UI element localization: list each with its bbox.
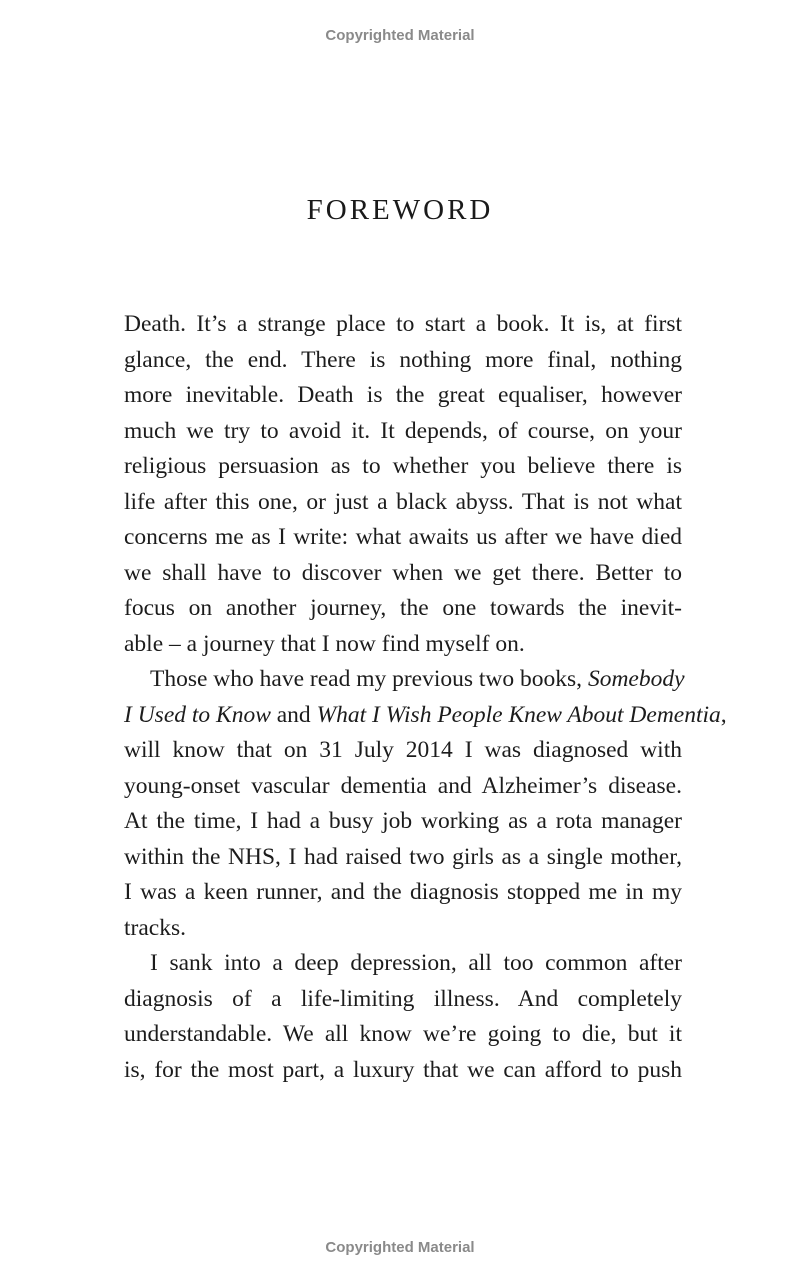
paragraph-2 bbox=[124, 662, 727, 946]
paragraph-3 bbox=[124, 946, 682, 1088]
text-run: , bbox=[720, 701, 727, 728]
text-line: we shall have to discover when we get there. Better to bbox=[124, 559, 682, 586]
text-line: focus on another journey, the one towards the inevit- bbox=[124, 595, 682, 621]
book-title-2: What I Wish People Knew About Dementia bbox=[316, 701, 721, 728]
text-line: religious persuasion as to whether you believe there is bbox=[124, 453, 682, 479]
text-line: understandable. We all know we’re going to die, but it bbox=[124, 1021, 682, 1047]
text-line: diagnosis of a life-limiting illness. And completely bbox=[124, 985, 682, 1012]
copyright-watermark-top: Copyrighted Material bbox=[325, 27, 475, 44]
text-line: more inevitable. Death is the great equaliser, however bbox=[124, 382, 682, 408]
text-line: within the NHS, I had raised two girls as a single mother, bbox=[124, 843, 682, 870]
text-line: tracks. bbox=[124, 914, 186, 941]
chapter-title: FOREWORD bbox=[306, 194, 494, 226]
text-line: is, for the most part, a luxury that we can afford to push bbox=[124, 1056, 682, 1083]
text-line: life after this one, or just a black abyss. That is not what bbox=[124, 488, 682, 515]
paragraph-1 bbox=[124, 307, 682, 662]
text-line bbox=[124, 698, 727, 734]
text-line: I was a keen runner, and the diagnosis stopped me in my bbox=[124, 879, 682, 905]
text-run: and bbox=[270, 701, 317, 728]
text-run: Those who have read my previous two books, bbox=[150, 666, 588, 692]
text-line: able – a journey that I now find myself on. bbox=[124, 630, 525, 657]
text-line: glance, the end. There is nothing more final, nothing bbox=[124, 346, 682, 373]
text-line: I sank into a deep depression, all too common after bbox=[150, 950, 682, 976]
text-line bbox=[124, 662, 685, 698]
text-line: concerns me as I write: what awaits us after we have died bbox=[124, 524, 682, 550]
text-line: much we try to avoid it. It depends, of course, on your bbox=[124, 417, 682, 444]
text-line: At the time, I had a busy job working as a rota manager bbox=[124, 808, 682, 834]
book-title-1-cont: I Used to Know bbox=[124, 701, 271, 728]
copyright-watermark-bottom: Copyrighted Material bbox=[325, 1239, 475, 1256]
book-title-1: Somebody bbox=[587, 666, 685, 692]
body-text bbox=[124, 307, 727, 1088]
text-line: will know that on 31 July 2014 I was diagnosed with bbox=[124, 737, 682, 763]
text-line: young-onset vascular dementia and Alzheimer’s disease. bbox=[124, 772, 682, 799]
text-line: Death. It’s a strange place to start a book. It is, at first bbox=[124, 311, 682, 337]
